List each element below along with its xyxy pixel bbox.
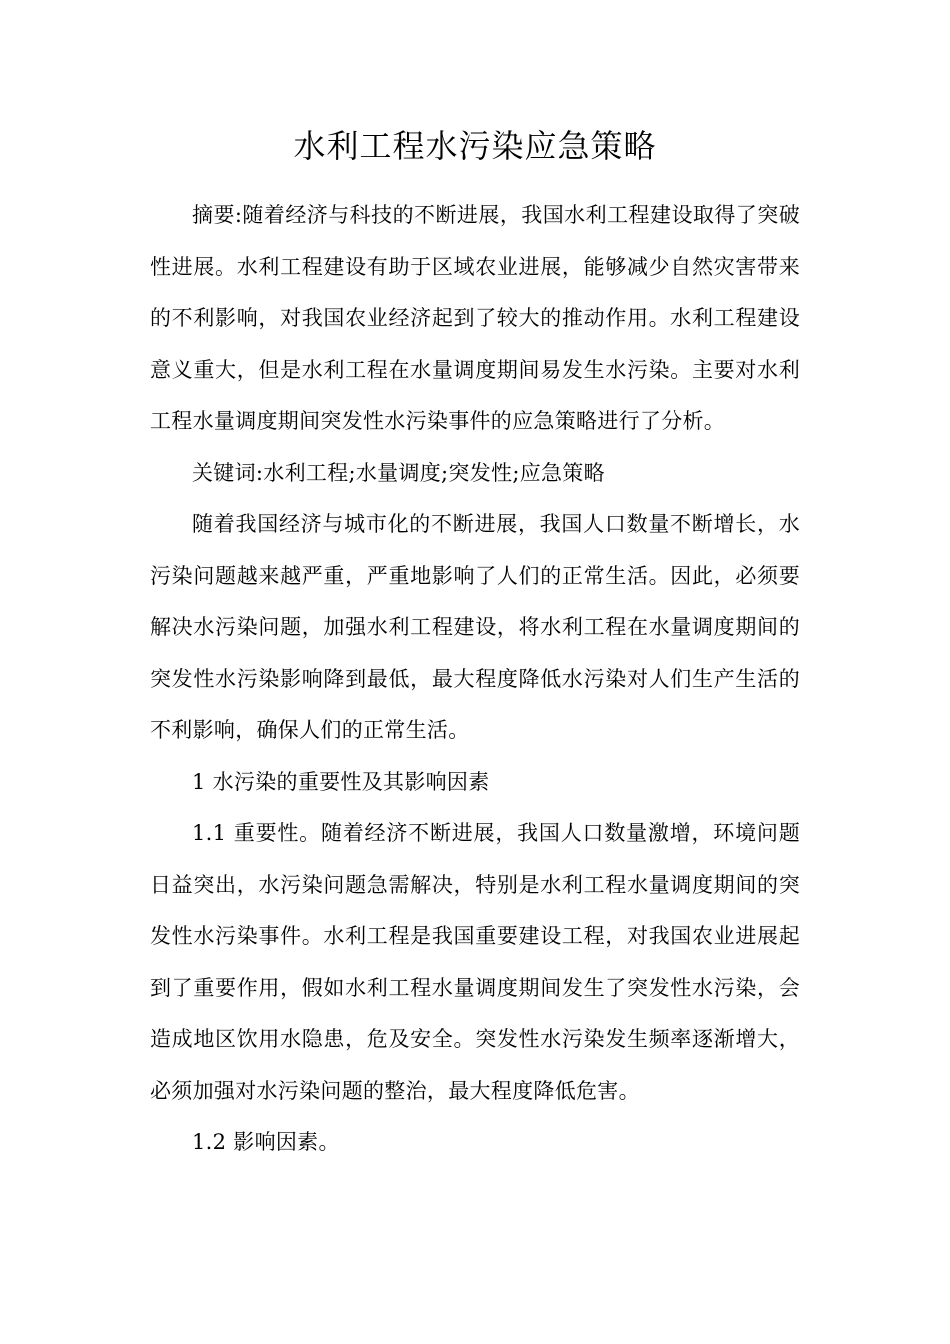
document-body bbox=[150, 190, 800, 1169]
document-title: 水利工程水污染应急策略 bbox=[293, 127, 657, 165]
abstract-paragraph: 摘要:随着经济与科技的不断进展，我国水利工程建设取得了突破性进展。水利工程建设有助于区域农业进展，能够减少自然灾害带来的不利影响，对我国农业经济起到了较大的推动作用。水利工程建设意义重大，但是水利工程在水量调度期间易发生水污染。主要对水利工程水量调度期间突发性水污染事件的应急策略进行了分析。 bbox=[150, 203, 800, 433]
section-1-heading: 1 水污染的重要性及其影响因素 bbox=[192, 769, 490, 794]
keywords-paragraph: 关键词:水利工程;水量调度;突发性;应急策略 bbox=[192, 460, 605, 485]
section-1-1-paragraph: 1.1 重要性。随着经济不断进展，我国人口数量激增，环境问题日益突出，水污染问题急需解决，特别是水利工程水量调度期间的突发性水污染事件。水利工程是我国重要建设工程，对我国农业进展起到了重要作用，假如水利工程水量调度期间发生了突发性水污染，会造成地区饮用水隐患，危及安全。突发性水污染发生频率逐渐增大，必须加强对水污染问题的整治，最大程度降低危害。 bbox=[150, 821, 800, 1103]
section-1-2-paragraph: 1.2 影响因素。 bbox=[192, 1130, 340, 1154]
intro-paragraph: 随着我国经济与城市化的不断进展，我国人口数量不断增长，水污染问题越来越严重，严重地影响了人们的正常生活。因此，必须要解决水污染问题，加强水利工程建设，将水利工程在水量调度期间的突发性水污染影响降到最低，最大程度降低水污染对人们生产生活的不利影响，确保人们的正常生活。 bbox=[150, 512, 800, 742]
